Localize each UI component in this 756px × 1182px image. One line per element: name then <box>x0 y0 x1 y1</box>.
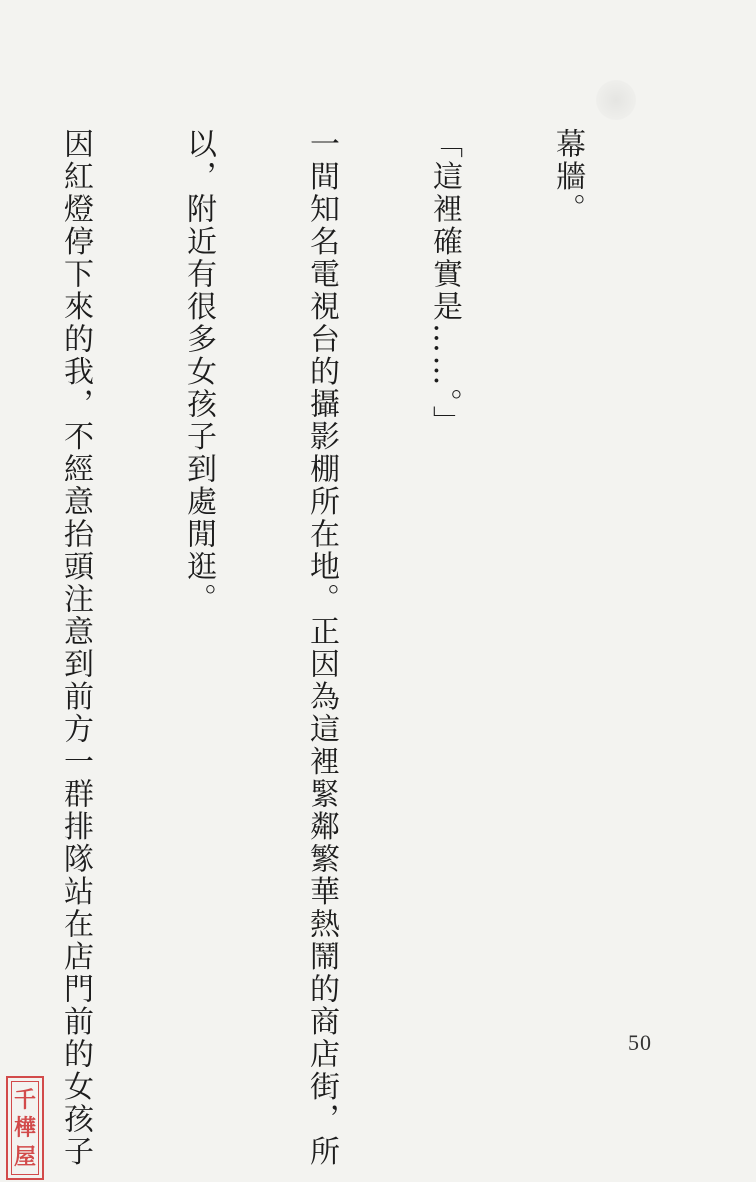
seal-char: 屋 <box>13 1143 36 1170</box>
text-line-5: 因紅燈停下來的我，不經意抬頭注意到前方一群排隊站在店門前的女孩子 <box>58 128 93 1168</box>
page-number: 50 <box>628 1030 652 1055</box>
text-line-1: 幕牆。 <box>550 128 585 226</box>
text-line-2: 「這裡確實是……。」 <box>427 128 462 438</box>
text-line-3: 一間知名電視台的攝影棚所在地。正因為這裡緊鄰繁華熱鬧的商店街，所 <box>304 128 339 1168</box>
body-text <box>58 128 670 1168</box>
seal-frame <box>11 1081 39 1175</box>
seal-char: 樺 <box>13 1115 36 1141</box>
seal-char: 千 <box>13 1086 36 1113</box>
scan-smudge <box>596 80 636 120</box>
text-line-4: 以，附近有很多女孩子到處閒逛。 <box>181 128 216 616</box>
seal-stamp <box>6 1076 44 1180</box>
